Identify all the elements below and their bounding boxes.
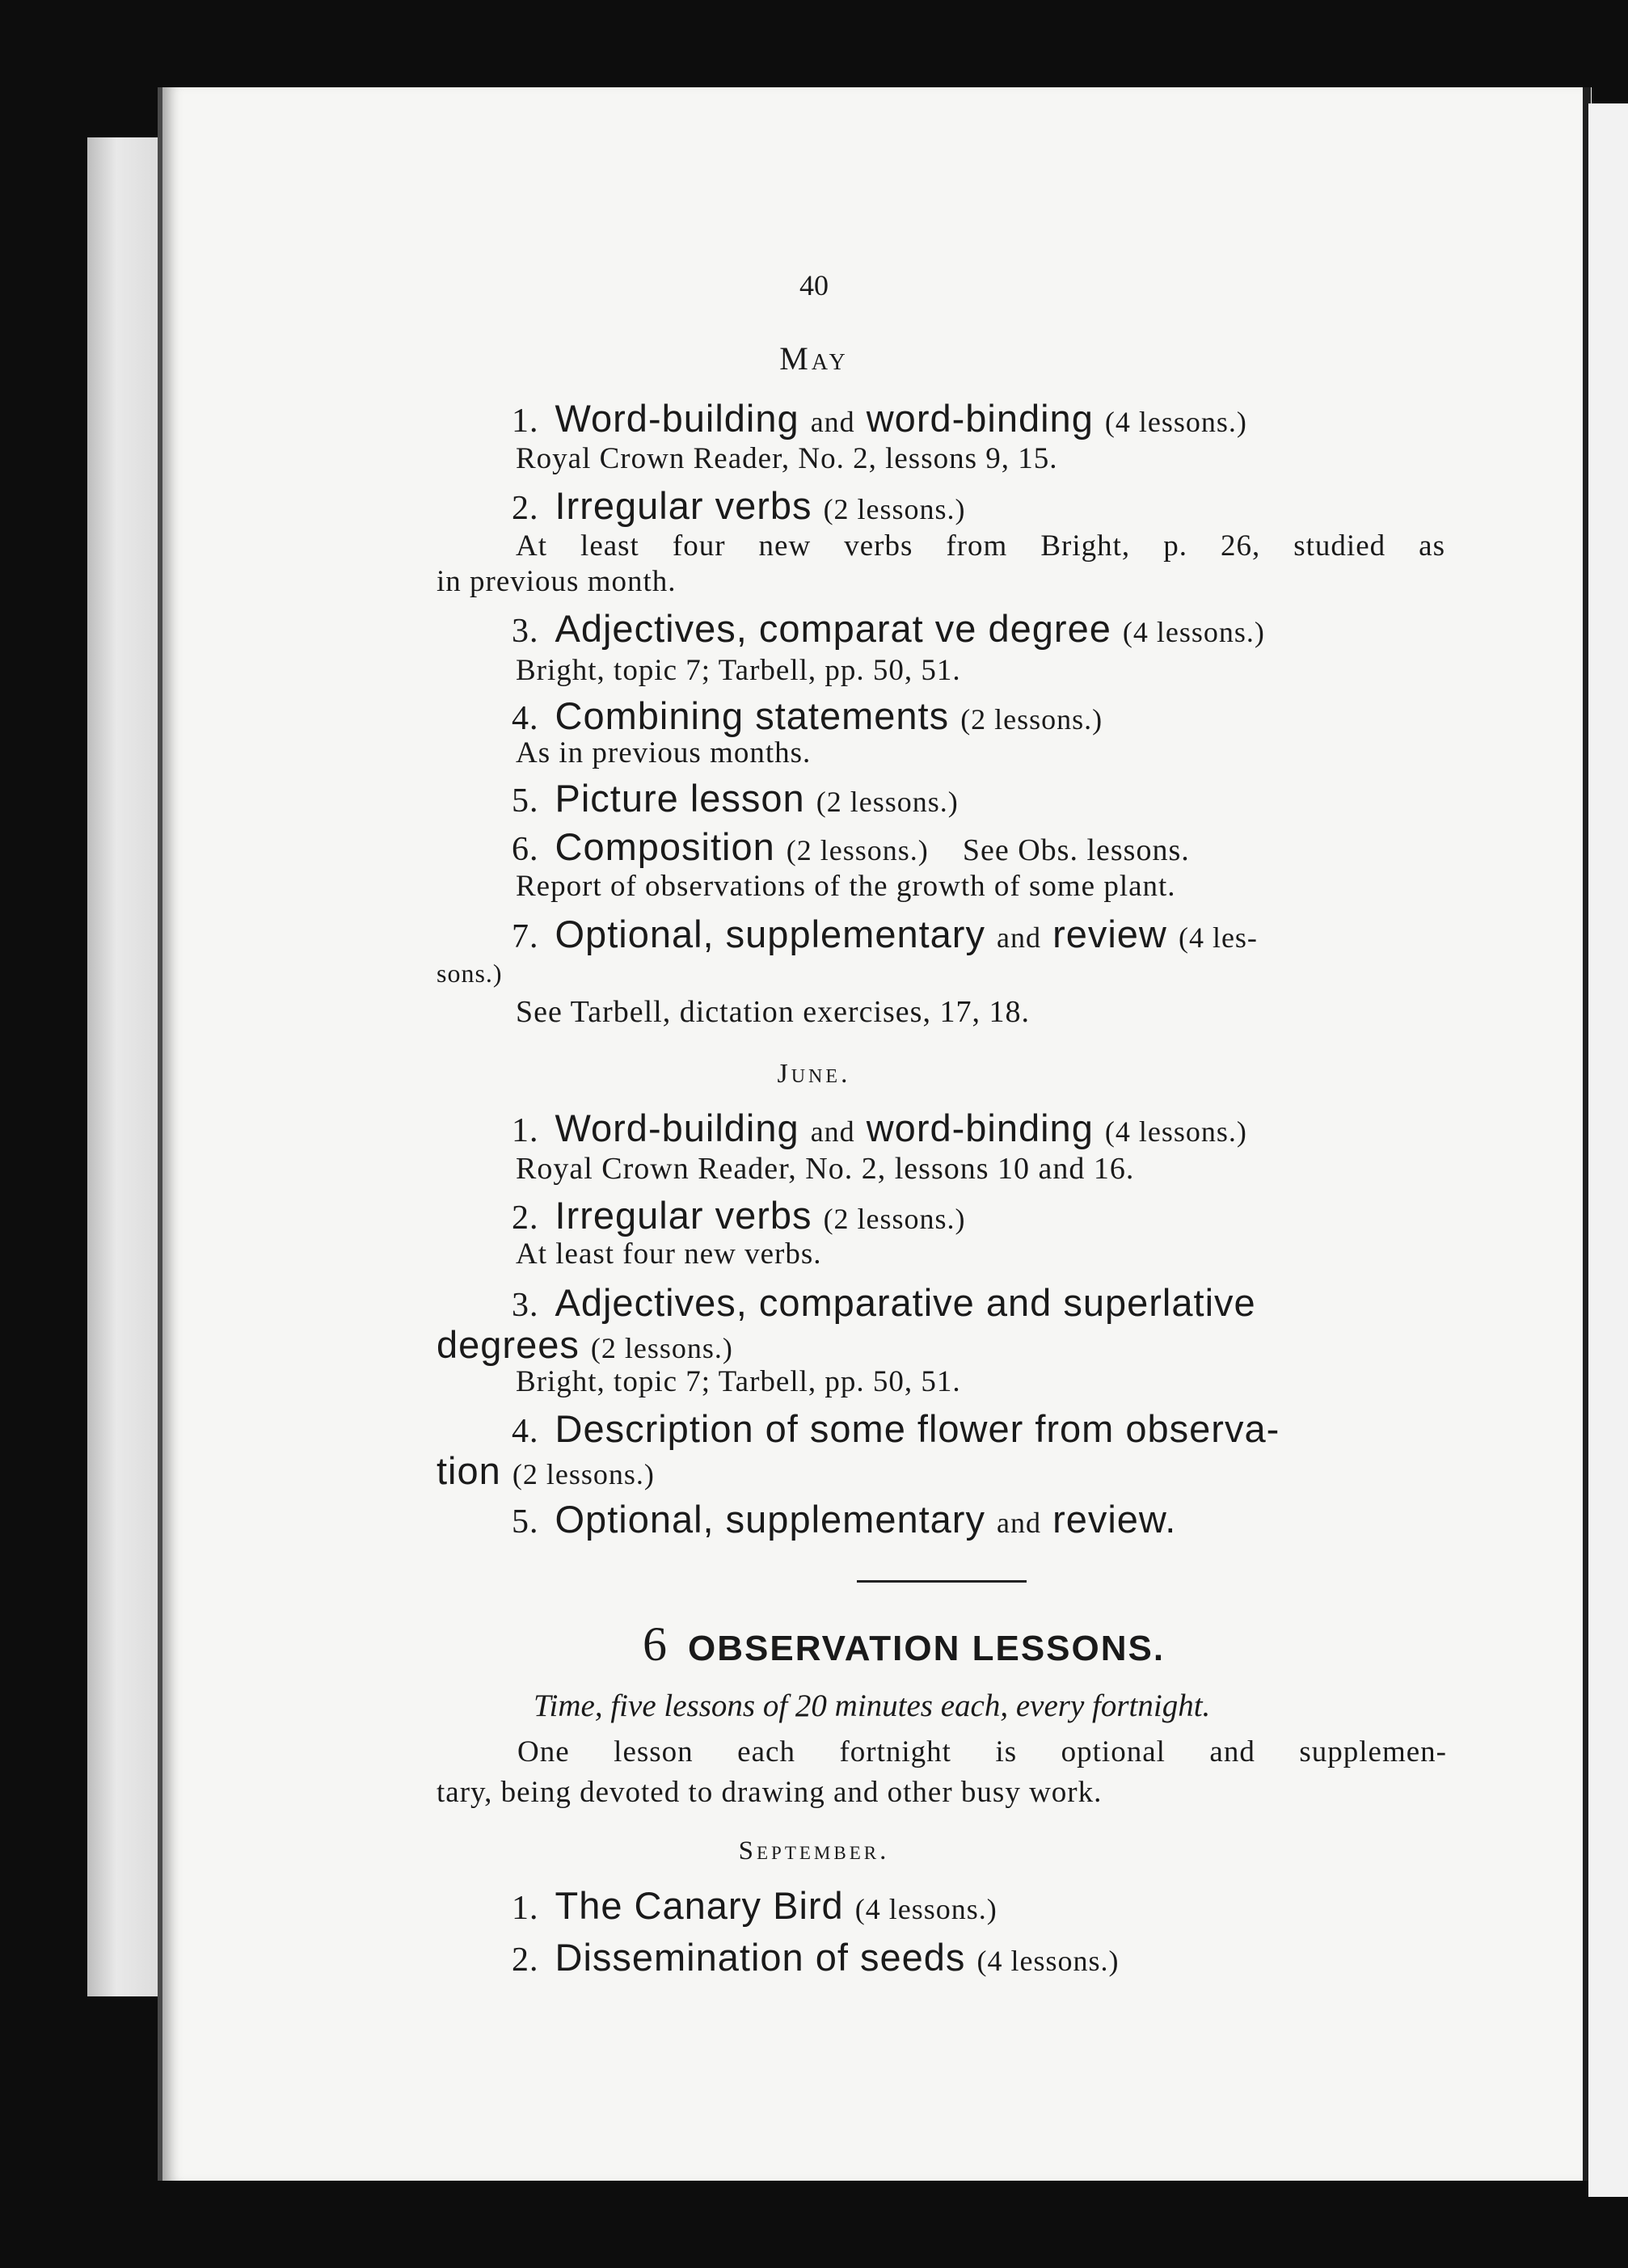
observation-time: Time, five lessons of 20 minutes each, every fortnight. [534,1688,1211,1723]
may-item-5: 5. Picture lesson (2 lessons.) [512,777,959,820]
june-item-1: 1. Word-building and word-binding (4 lessons.) [512,1107,1247,1149]
may-item-4: 4. Combining statements (2 lessons.) [512,694,1103,737]
observation-paragraph-line2: tary, being devoted to drawing and other busy work. [437,1776,1103,1809]
may-item-7: 7. Optional, supplementary and review (4 les- [512,913,1258,955]
may-item-7-continuation: sons.) [437,959,503,988]
may-item-6: 6. Composition (2 lessons.) See Obs. lessons. [512,825,1190,868]
june-item-4-continuation: tion (2 lessons.) [437,1449,655,1492]
section-heading-september: September. [738,1836,890,1865]
may-item-2-detail-line1: At least four new verbs from Bright, p. 26, studied as [516,529,1445,563]
page-number: 40 [799,269,829,301]
may-item-6-detail: Report of observations of the growth of some plant. [516,870,1176,903]
june-item-1-detail: Royal Crown Reader, No. 2, lessons 10 and 16. [516,1152,1135,1186]
june-item-5: 5. Optional, supplementary and review. [512,1498,1177,1541]
section-heading-june: June. [777,1059,851,1089]
section-divider [857,1580,1027,1583]
may-item-1: 1. Word-building and word-binding (4 lessons.) [512,397,1247,440]
may-item-2: 2. Irregular verbs (2 lessons.) [512,484,966,527]
june-item-3-detail: Bright, topic 7; Tarbell, pp. 50, 51. [516,1365,961,1398]
may-item-1-detail: Royal Crown Reader, No. 2, lessons 9, 15. [516,442,1058,475]
september-item-2: 2. Dissemination of seeds (4 lessons.) [512,1936,1120,1979]
june-item-3-continuation: degrees (2 lessons.) [437,1323,733,1366]
june-item-2-detail: At least four new verbs. [516,1237,822,1271]
june-item-3: 3. Adjectives, comparative and superlative [512,1281,1256,1324]
september-item-1: 1. The Canary Bird (4 lessons.) [512,1884,997,1927]
handwritten-mark: 6 [643,1617,668,1671]
may-item-2-detail-line2: in previous month. [437,565,677,598]
june-item-2: 2. Irregular verbs (2 lessons.) [512,1194,966,1237]
observation-lessons-title: 6 OBSERVATION LESSONS. [643,1617,1166,1671]
observation-paragraph-line1: One lesson each fortnight is optional and supplemen- [517,1735,1447,1768]
may-item-3-detail: Bright, topic 7; Tarbell, pp. 50, 51. [516,654,961,687]
june-item-4: 4. Description of some flower from observa- [512,1407,1280,1450]
next-page-edge [1588,103,1628,2197]
may-item-3: 3. Adjectives, comparat ve degree (4 lessons.) [512,607,1265,650]
may-item-7-detail: See Tarbell, dictation exercises, 17, 18. [516,995,1030,1029]
may-item-4-detail: As in previous months. [516,736,812,769]
section-heading-may: May [779,340,849,377]
